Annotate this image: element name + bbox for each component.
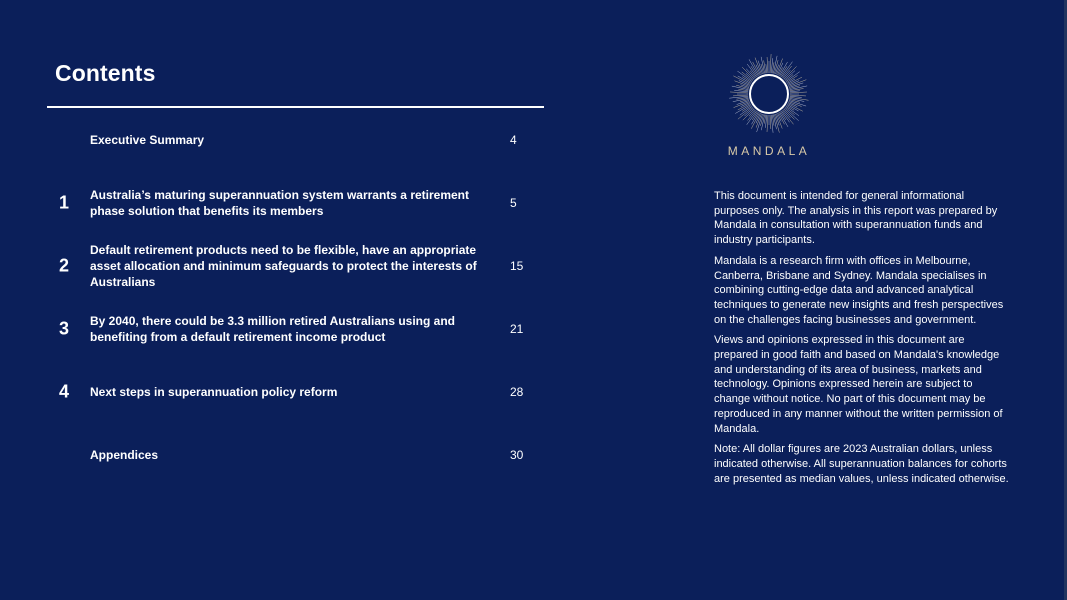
toc-page-number: 15 (510, 259, 524, 273)
toc-row-section-4[interactable] (47, 362, 544, 422)
disclaimer-text (714, 189, 1010, 492)
disclaimer-paragraph: This document is intended for general informational purposes only. The analysis in this report was prepared by Mandala in consultation with superannuation funds and industry participants. (714, 190, 998, 247)
toc-number: 1 (59, 192, 70, 213)
toc-page-number: 4 (510, 133, 517, 147)
toc-label: Executive Summary (90, 133, 205, 147)
sunburst-logo-icon (729, 52, 809, 136)
toc-row-section-2[interactable] (47, 236, 544, 296)
toc-label: Australia’s maturing superannuation system warrants a retirement phase solution that benefits its members (90, 188, 470, 218)
toc-row-section-1[interactable] (47, 173, 544, 233)
disclaimer-paragraph: Views and opinions expressed in this document are prepared in good faith and based on Mandala's knowledge and understanding of its area of business, markets and technology. Opinions expressed herein are subject to change without notice. No part of this document may be reproduced in any manner without the written permission of Mandala. (714, 334, 1003, 435)
toc-number: 2 (59, 255, 70, 276)
logo-wordmark: MANDALA (727, 144, 811, 158)
toc-number: 4 (59, 381, 70, 402)
toc-label: Next steps in superannuation policy reform (90, 385, 338, 399)
toc-page-number: 30 (510, 448, 524, 462)
disclaimer-paragraph: Note: All dollar figures are 2023 Australian dollars, unless indicated otherwise. All superannuation balances for cohorts are presented as median values, unless indicated otherwise. (714, 443, 1009, 485)
disclaimer-paragraph: Mandala is a research firm with offices in Melbourne, Canberra, Brisbane and Sydney. Mandala specialises in combining cutting-edge data and advanced analytical techniques to generate new insights and fresh perspectives on the challenges facing businesses and government. (714, 254, 1004, 326)
toc-number: 3 (59, 318, 70, 339)
toc-page-number: 5 (510, 196, 517, 210)
toc-label: Default retirement products need to be flexible, have an appropriate asset allocation and minimum safeguards to protect the interests of Australians (90, 243, 477, 289)
mandala-logo (719, 52, 819, 162)
toc-row-section-3[interactable] (47, 299, 544, 359)
toc-row-appendices[interactable] (47, 425, 544, 485)
title-divider (47, 106, 544, 108)
toc-label: Appendices (90, 448, 159, 462)
toc-page-number: 21 (510, 322, 524, 336)
toc-row-executive-summary[interactable] (47, 110, 544, 170)
page-title: Contents (55, 60, 156, 86)
toc-page-number: 28 (510, 385, 524, 399)
toc-label: By 2040, there could be 3.3 million retired Australians using and benefiting from a default retirement income product (90, 314, 455, 344)
